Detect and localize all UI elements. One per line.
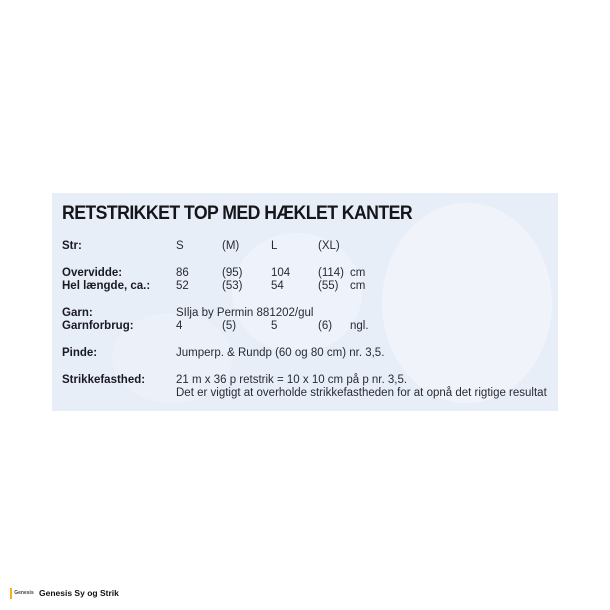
pattern-info-card bbox=[52, 193, 558, 411]
overvidde-unit: cm bbox=[350, 267, 366, 279]
needles-label: Pinde: bbox=[62, 347, 98, 359]
overvidde-m: (95) bbox=[222, 267, 243, 279]
needles-value: Jumperp. & Rundp (60 og 80 cm) nr. 3,5. bbox=[176, 347, 385, 359]
size-xl: (XL) bbox=[318, 240, 340, 252]
size-s: S bbox=[176, 240, 184, 252]
size-label: Str: bbox=[62, 240, 82, 252]
length-m: (53) bbox=[222, 280, 243, 292]
overvidde-s: 86 bbox=[176, 267, 189, 279]
genesis-logo: Genesis bbox=[10, 588, 35, 599]
yarn-value: SIlja by Permin 881202/gul bbox=[176, 307, 314, 319]
yarn-usage-m: (5) bbox=[222, 320, 237, 332]
length-xl: (55) bbox=[318, 280, 339, 292]
yarn-usage-s: 4 bbox=[176, 320, 183, 332]
gauge-line-1: 21 m x 36 p retstrik = 10 x 10 cm på p nr. 3,5. bbox=[176, 374, 408, 386]
brand-name: Genesis Sy og Strik bbox=[39, 588, 119, 598]
pattern-title: RETSTRIKKET TOP MED HÆKLET KANTER bbox=[62, 203, 413, 224]
yarn-usage-unit: ngl. bbox=[350, 320, 369, 332]
overvidde-l: 104 bbox=[271, 267, 291, 279]
length-unit: cm bbox=[350, 280, 366, 292]
watermark-shape bbox=[232, 233, 362, 353]
gauge-line-2: Det er vigtigt at overholde strikkefastheden for at opnå det rigtige resultat bbox=[176, 387, 547, 399]
overvidde-xl: (114) bbox=[318, 267, 344, 279]
yarn-usage-label: Garnforbrug: bbox=[62, 320, 134, 332]
watermark-shape bbox=[382, 203, 552, 403]
overvidde-label: Overvidde: bbox=[62, 267, 123, 279]
length-label: Hel længde, ca.: bbox=[62, 280, 151, 292]
yarn-usage-xl: (6) bbox=[318, 320, 333, 332]
yarn-label: Garn: bbox=[62, 307, 93, 319]
yarn-usage-l: 5 bbox=[271, 320, 278, 332]
length-s: 52 bbox=[176, 280, 189, 292]
footer-brand bbox=[10, 586, 119, 600]
size-m: (M) bbox=[222, 240, 240, 252]
gauge-label: Strikkefasthed: bbox=[62, 374, 146, 386]
size-l: L bbox=[271, 240, 278, 252]
length-l: 54 bbox=[271, 280, 284, 292]
